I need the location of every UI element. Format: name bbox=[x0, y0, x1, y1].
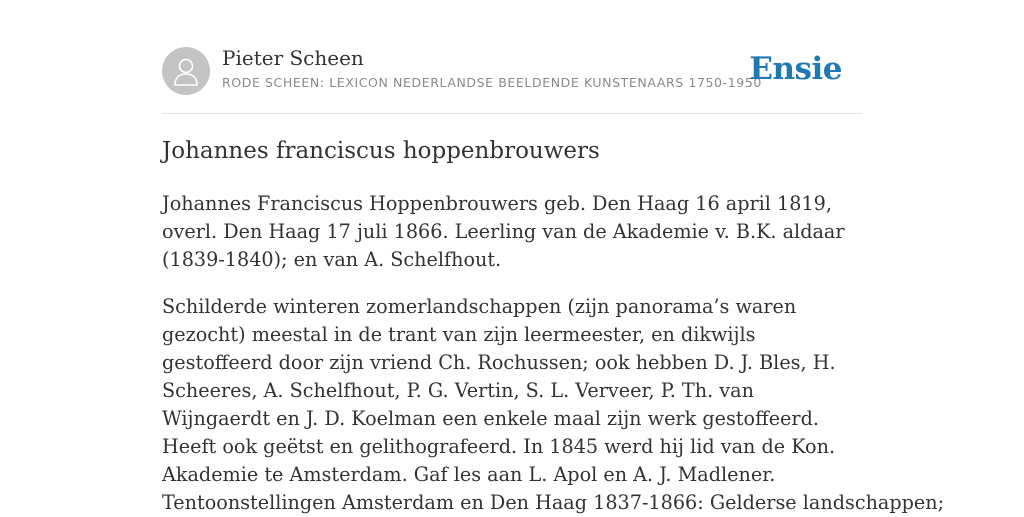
source-label[interactable]: RODE SCHEEN: LEXICON NEDERLANDSE BEELDENDE KUNSTENAARS 1750-1950 bbox=[222, 75, 762, 90]
article-paragraph: Schilderde winteren zomerlandschappen (zijn panorama’s waren gezocht) meestal in de trant van zijn leermeester, en dikwijls gestoffeerd door zijn vriend Ch. Rochussen; ook hebben D. J. Bles, H. Scheeres, A. Schelfhout, P. G. Vertin, S. L. Verveer, P. Th. van Wijngaerdt en J. D. Koelman een enkele maal zijn werk gestoffeerd. Heeft ook geëtst en gelithografeerd. In 1845 werd hij lid van de Kon. Akademie te Amsterdam. Gaf les aan L. Apol en A. J. Madlener. bbox=[162, 295, 836, 486]
article-header bbox=[162, 46, 862, 96]
user-icon bbox=[171, 55, 201, 87]
ensie-logo[interactable]: Ensie bbox=[749, 51, 842, 87]
article-paragraph: Tentoonstellingen Amsterdam en Den Haag 1837-1866: Gelderse landschappen; bbox=[162, 491, 945, 514]
header-divider bbox=[162, 113, 862, 114]
page-title: Johannes franciscus hoppenbrouwers bbox=[162, 138, 600, 164]
author-avatar[interactable] bbox=[162, 47, 210, 95]
article-paragraph: Johannes Franciscus Hoppenbrouwers geb. Den Haag 16 april 1819, overl. Den Haag 17 juli 1866. Leerling van de Akademie v. B.K. aldaar (1839-1840); en van A. Schelfhout. bbox=[162, 192, 845, 271]
author-name[interactable]: Pieter Scheen bbox=[222, 46, 364, 70]
